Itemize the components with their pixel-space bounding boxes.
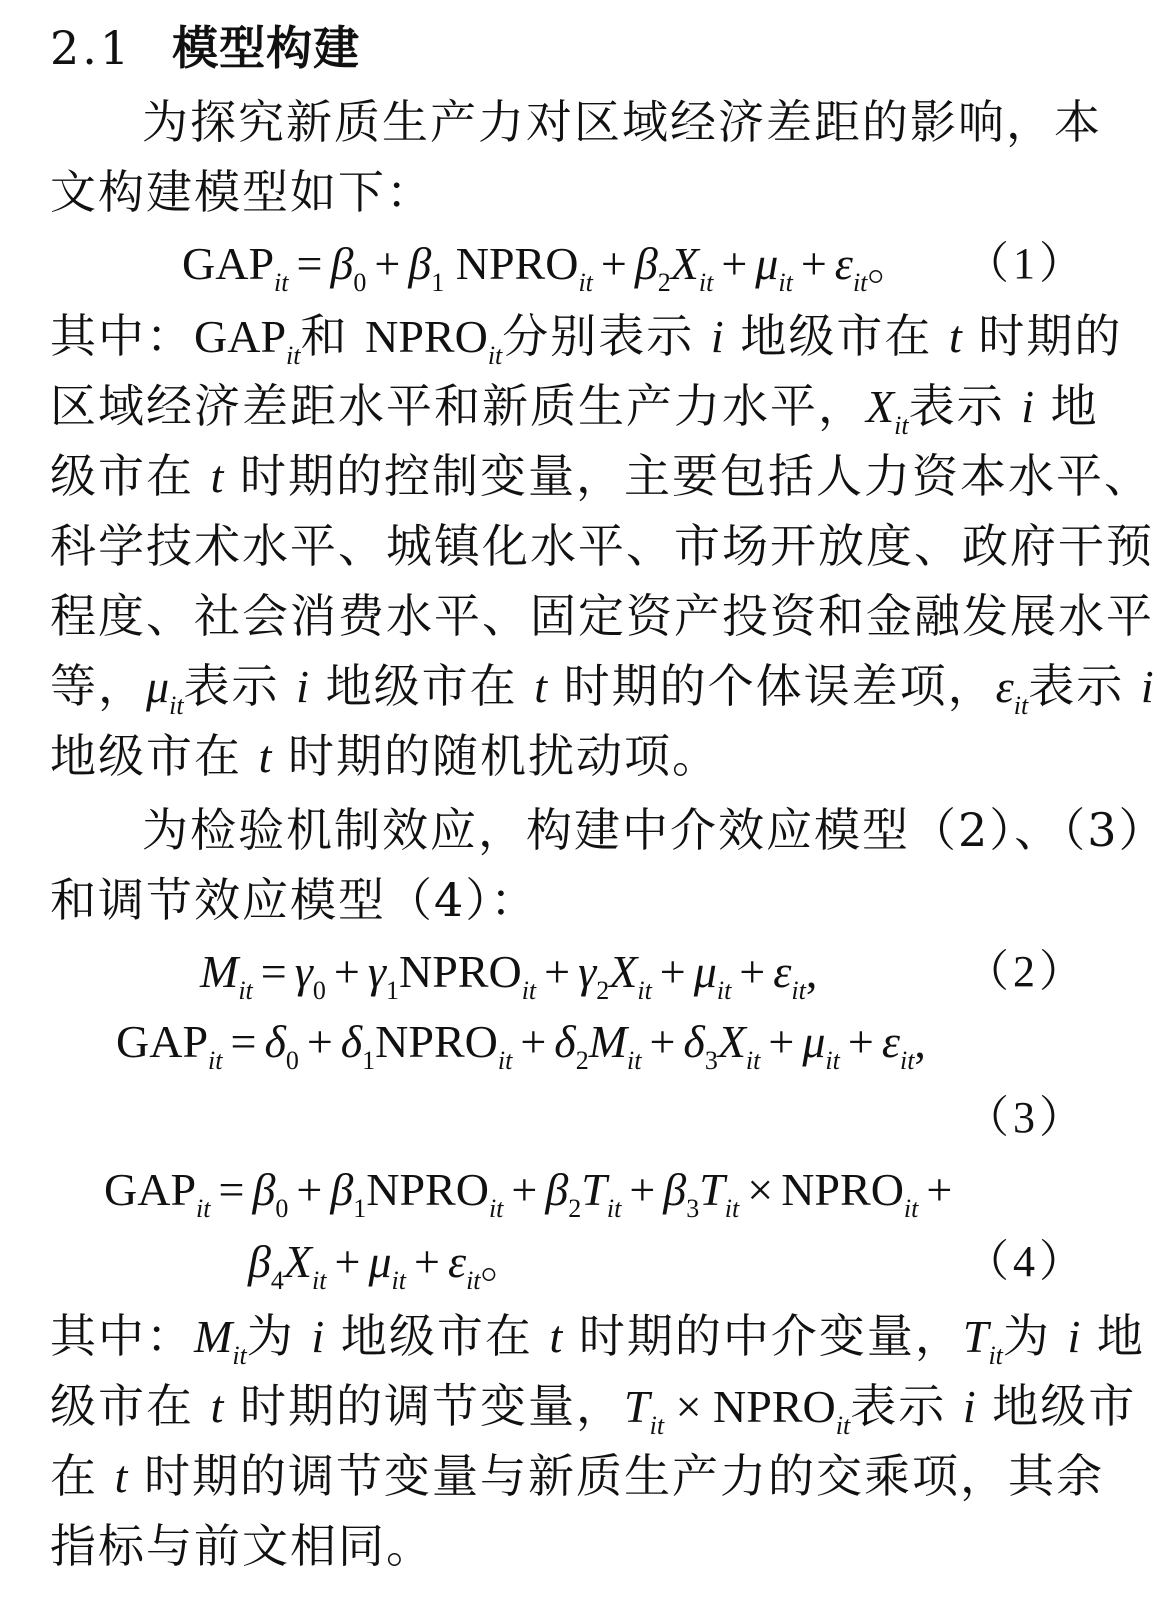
paragraph-where-1-line-2: 区域经济差距水平和新质生产力水平，$X_{it}$表示 i 地 <box>50 379 1099 440</box>
equation-4-line-1: $GAP_{it} = \beta_0$ + $\beta_1NPRO_{it} + \beta_2T_{it} + \beta_3T_{it}$ × $NPRO_{it}$ + <box>104 1164 953 1223</box>
section-number: 2.1 <box>50 21 133 75</box>
paragraph-where-2-line-2: 级市在 t 时期的调节变量，$T_{it}$ × $NPRO_{it}$表示 i 地级市 <box>50 1379 1137 1440</box>
paragraph-where-2-line-3: 在 t 时期的调节变量与新质生产力的交乘项，其余 <box>50 1449 1105 1503</box>
equation-number-2: （2） <box>965 947 1087 996</box>
equation-2: $M_{it} = \gamma_0$ + $\gamma_1NPRO_{it} + \gamma_2X_{it} + \mu_{it} + \varepsilon_{it}$, <box>200 946 818 1005</box>
equation-number-4: （4） <box>965 1237 1087 1286</box>
section-heading <box>50 18 1087 78</box>
paragraph-mechanism-line-1: 为检验机制效应，构建中介效应模型（2）、（3） <box>142 803 1167 857</box>
section-title: 模型构建 <box>172 21 361 75</box>
paragraph-where-1-line-3: 级市在 t 时期的控制变量，主要包括人力资本水平、 <box>50 449 1153 503</box>
equation-number-3: （3） <box>965 1093 1087 1142</box>
equation-number-1: （1） <box>965 239 1087 288</box>
paragraph-where-1-line-7: 地级市在 t 时期的随机扰动项。 <box>50 729 721 783</box>
paragraph-mechanism-line-2: 和调节效应模型（4）： <box>50 873 539 927</box>
equation-1: $GAP_{it} = \beta_0 + \beta_1$ $NPRO_{it} + \beta_2X_{it} + \mu_{it} + \varepsilon_{it}$。 <box>182 238 914 297</box>
paragraph-where-2-line-4: 指标与前文相同。 <box>50 1519 434 1573</box>
equation-3: $GAP_{it} = \delta_0$ + $\delta_1NPRO_{it} + \delta_2M_{it} + \delta_3X_{it} + \mu_{it} + \varepsilon_{it}$, <box>116 1016 926 1075</box>
paragraph-where-1-line-1: 其中：$GAP_{it}$和 $NPRO_{it}$分别表示 i 地级市在 t 时期的 <box>50 309 1123 370</box>
paragraph-intro-line-1: 为探究新质生产力对区域经济差距的影响，本 <box>142 95 1102 149</box>
paragraph-where-1-line-5: 程度、社会消费水平、固定资产投资和金融发展水平 <box>50 589 1154 643</box>
paragraph-where-2-line-1: 其中：$M_{it}$为 i 地级市在 t 时期的中介变量，$T_{it}$为 i 地 <box>50 1309 1145 1370</box>
paragraph-where-1-line-4: 科学技术水平、城镇化水平、市场开放度、政府干预 <box>50 519 1154 573</box>
paragraph-intro-line-2: 文构建模型如下： <box>50 165 434 219</box>
paragraph-where-1-line-6: 等，$\mu_{it}$表示 i 地级市在 t 时期的个体误差项，$\varepsilon_{it}$表示 i <box>50 659 1154 720</box>
equation-4-line-2: $\beta_4X_{it} + \mu_{it} + \varepsilon_{it}$。 <box>248 1236 527 1295</box>
